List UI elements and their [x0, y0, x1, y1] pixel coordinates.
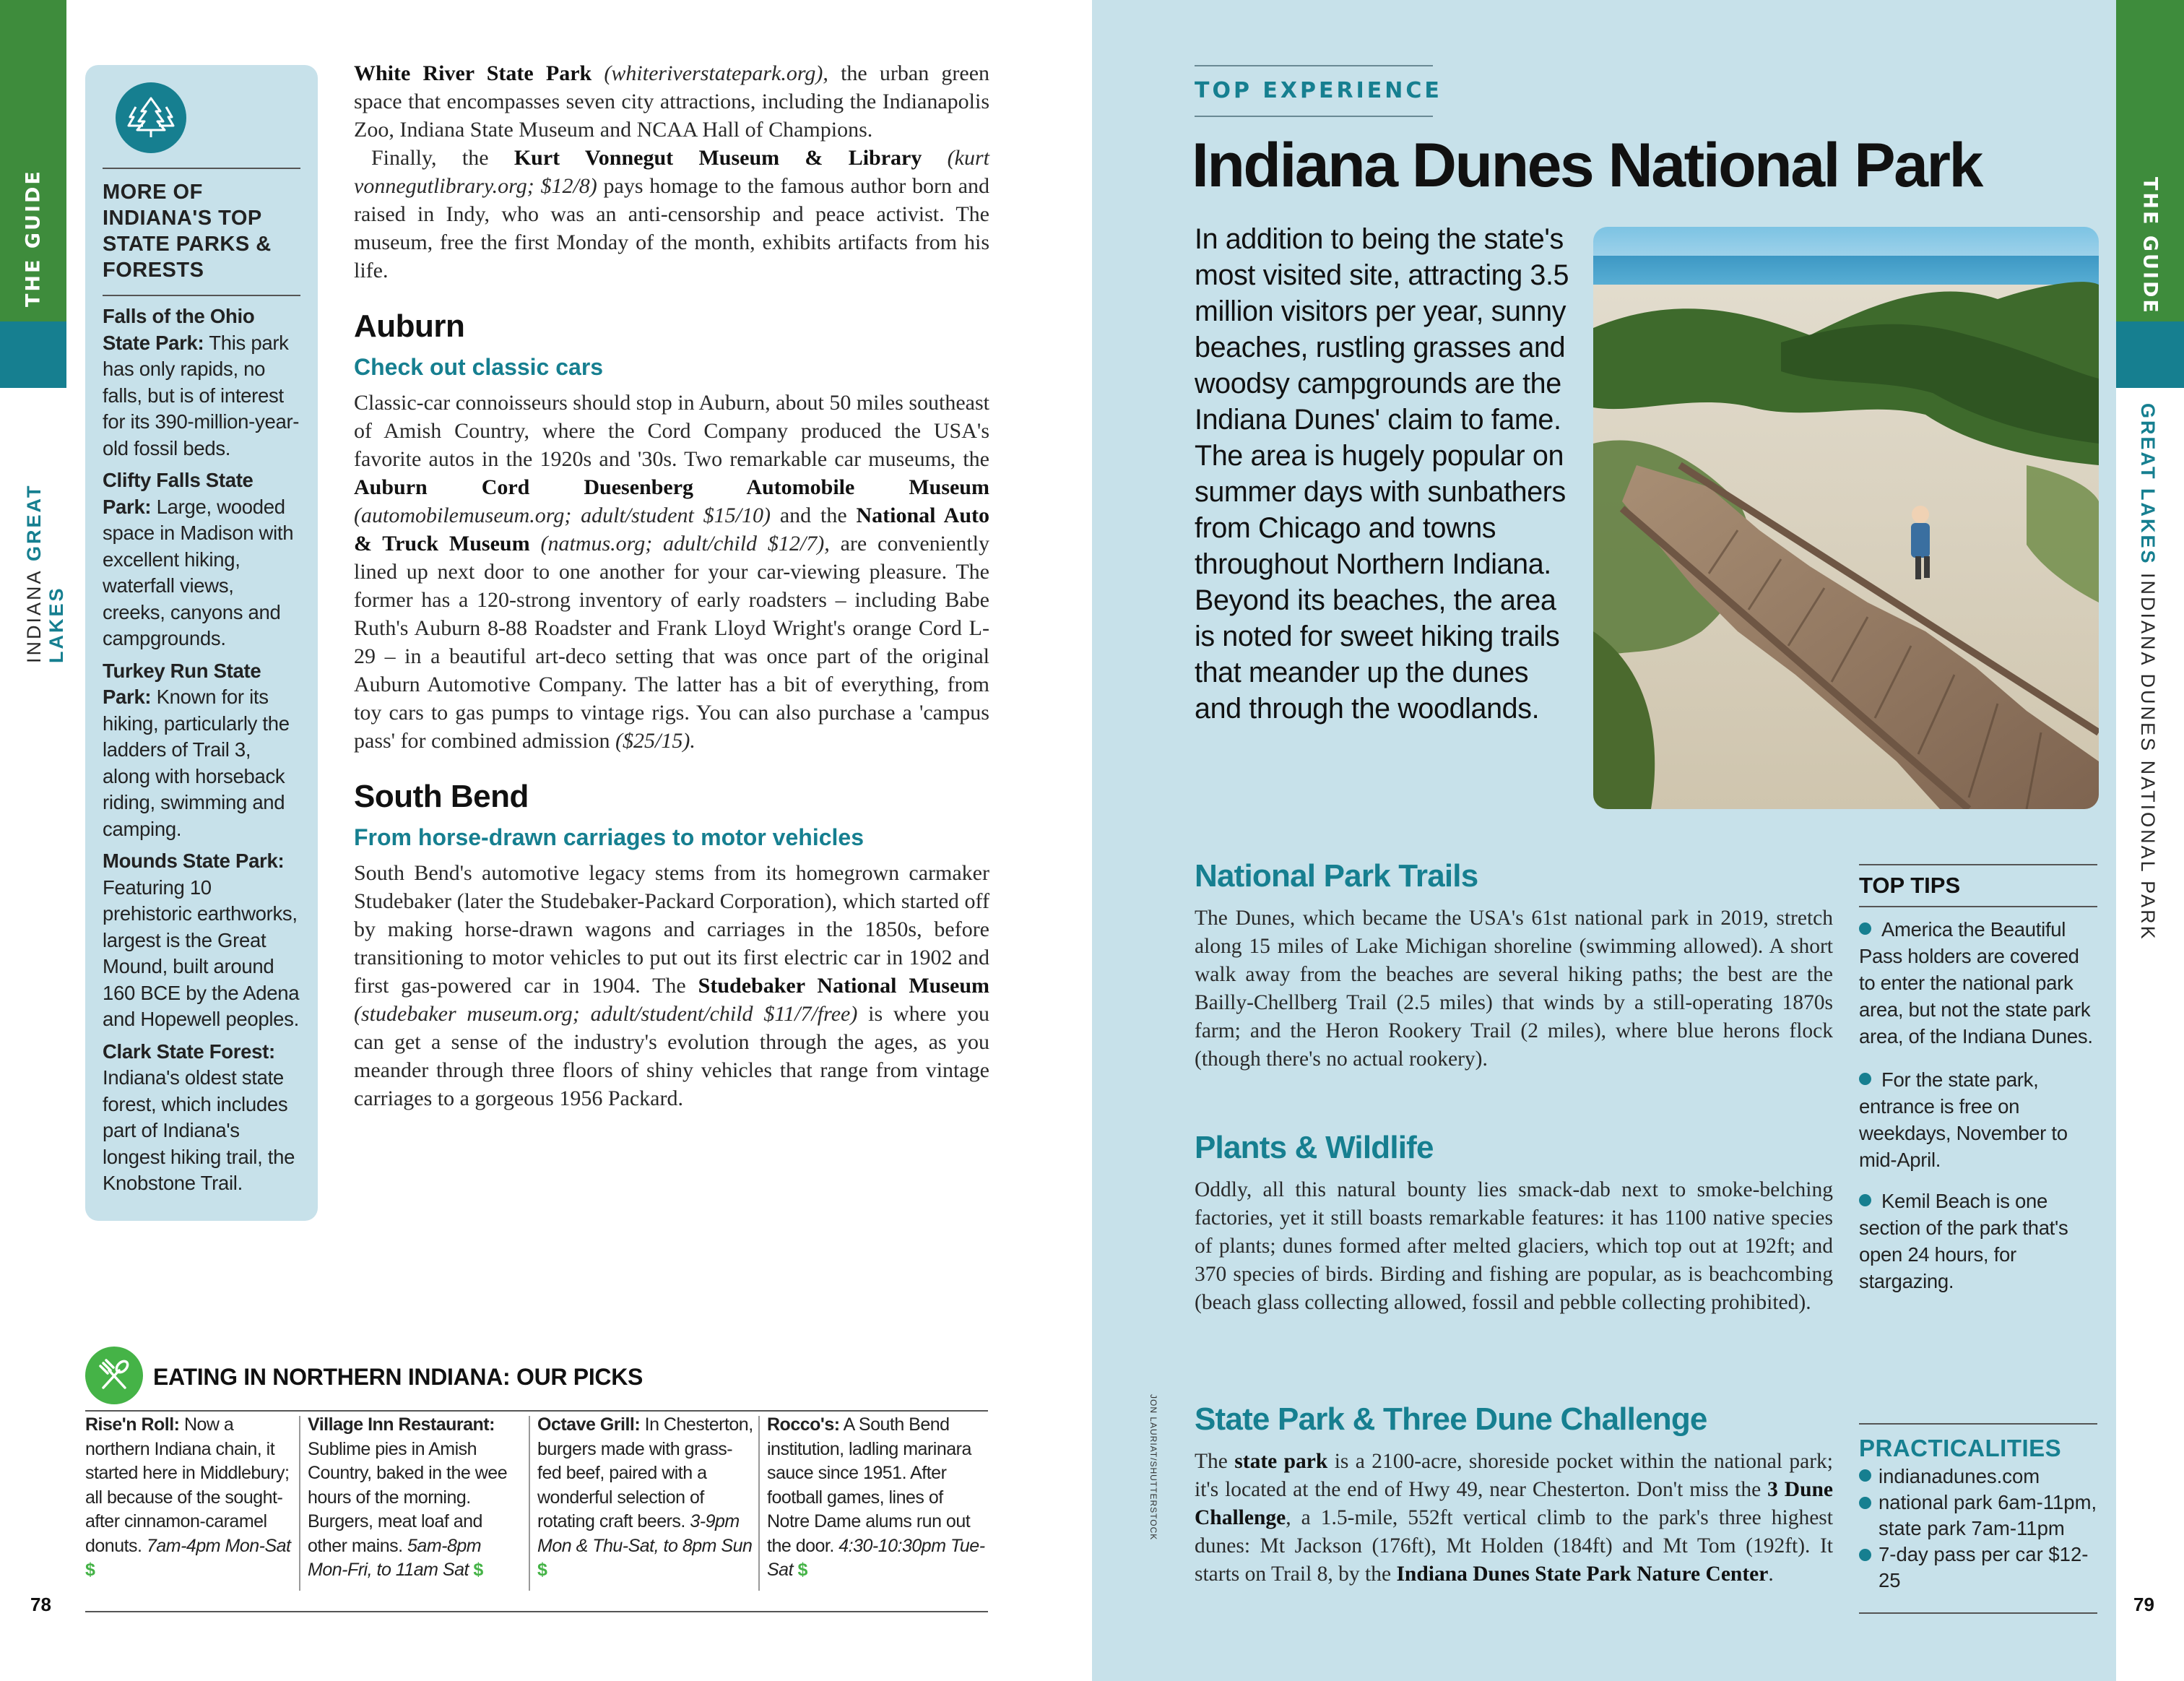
- kicker-rule-top: [1195, 65, 1433, 66]
- park-name: Clark State Forest:: [103, 1040, 275, 1063]
- left-main-column: [354, 59, 989, 1112]
- sidebar-entry: [103, 1039, 300, 1197]
- sidebar-title: MORE OF INDIANA'S TOP STATE PARKS & FORESTS: [103, 181, 272, 282]
- tips-rule-top: [1859, 864, 2097, 865]
- park-description: Known for its hiking, particularly the ladders of Trail 3, along with horseback riding, swimming and camping.: [103, 686, 290, 840]
- eating-pick: [85, 1413, 295, 1583]
- challenge-text: is a 2100-acre, shoreside pocket within the national park; it's located at the end of Hwy 49, near Chesterton. Don't miss the: [1195, 1450, 1833, 1501]
- auburn-museum-name: Auburn Cord Duesenberg Automobile Museum: [354, 475, 989, 499]
- fee-text: 7-day pass per car $12-25: [1878, 1543, 2089, 1591]
- white-river-url: (whiteriverstatepark.org),: [604, 61, 828, 85]
- restaurant-hours: 3-9pm Mon & Thu-Sat, to 8pm Sun: [537, 1511, 753, 1556]
- tip-item: [1859, 1066, 2099, 1173]
- top-tips-title: TOP TIPS: [1859, 873, 1961, 898]
- right-guide-tab: [2116, 0, 2184, 321]
- park-name: Falls of the Ohio State Park:: [103, 305, 255, 354]
- park-description: Featuring 10 prehistoric earthworks, largest is the Great Mound, built around 160 BCE by the Adena and Hopewell peoples.: [103, 876, 300, 1030]
- practicalities-title: PRACTICALITIES: [1859, 1435, 2062, 1461]
- park-description: Indiana's oldest state forest, which includes part of Indiana's longest hiking trail, the Knobstone Trail.: [103, 1066, 295, 1194]
- trails-paragraph: The Dunes, which became the USA's 61st national park in 2019, stretch along 15 miles of Lake Michigan shoreline (swimming allowed). A short walk away from the beaches are several hiking paths; the best are the Bailly-Chellberg Trail (2.5 miles) that winds by a still-operating 1870s farm; and the Heron Rookery Trail (2 miles), where blue herons flock (though there's no actual rookery).: [1195, 907, 1833, 1071]
- left-region-highlight: GREAT LAKES: [23, 483, 67, 663]
- park-name: Clifty Falls State Park:: [103, 469, 254, 518]
- bullet-icon: [1859, 1549, 1871, 1561]
- kicker-rule-bottom: [1195, 116, 1433, 117]
- restaurant-description: A South Bend institution, ladling marinara sauce since 1951. After football games, lines of Notre Dame alums run out the door.: [767, 1414, 971, 1556]
- tip-text: Kemil Beach is one section of the park that's open 24 hours, for stargazing.: [1859, 1190, 2068, 1292]
- challenge-paragraph: [1195, 1448, 1833, 1589]
- auburn-text: and the: [779, 504, 847, 527]
- right-guide-label: THE GUIDE: [2138, 176, 2162, 315]
- restaurant-description: Sublime pies in Amish Country, baked in the wee hours of the morning. Burgers, meat loaf and other mains.: [308, 1438, 508, 1556]
- price-indicator: $: [797, 1560, 807, 1580]
- park-description: This park has only rapids, no falls, but is of interest for its 390-million-year-old fossil beds.: [103, 331, 300, 459]
- vonnegut-name: Kurt Vonnegut Museum & Library: [514, 146, 922, 170]
- vonnegut-lead: Finally, the: [371, 146, 489, 170]
- restaurant-hours: 4:30-10:30pm Tue-Sat: [767, 1535, 985, 1580]
- truck-museum-info: (natmus.org; adult/child $12/7),: [540, 532, 830, 556]
- price-indicator: $: [473, 1560, 483, 1580]
- auburn-text: Classic-car connoisseurs should stop in Auburn, about 50 miles southeast of Amish Country, where the Cord Company produced the USA's favorite autos in the 1920s and '30s. Two remarkable car museums, the: [354, 391, 989, 471]
- state-parks-sidebar: [85, 65, 318, 1221]
- fork-spoon-icon: [85, 1347, 143, 1404]
- restaurant-name: Village Inn Restaurant:: [308, 1414, 495, 1435]
- sidebar-rule: [103, 168, 300, 169]
- top-experience-kicker: TOP EXPERIENCE: [1195, 78, 1442, 103]
- challenge-heading: State Park & Three Dune Challenge: [1195, 1401, 1707, 1437]
- practicalities-rule-top: [1859, 1423, 2097, 1425]
- bullet-icon: [1859, 1194, 1871, 1206]
- south-bend-text: South Bend's automotive legacy stems from its homegrown carmaker Studebaker (later the Studebaker-Packard Corporation), which started off by making horse-drawn wagons and carriages in the 1850s, before transitioning to motor vehicles to put out its first electric car in 1902 and first gas-powered car in 1904. The: [354, 861, 989, 998]
- eating-title: EATING IN NORTHERN INDIANA: OUR PICKS: [153, 1364, 644, 1390]
- tips-rule-bottom: [1859, 906, 2097, 907]
- dune-challenge-term: 3 Dune Challenge: [1195, 1478, 1833, 1529]
- campus-pass-price: ($25/15).: [615, 729, 696, 753]
- eating-divider: [529, 1416, 530, 1591]
- tip-item: [1859, 1188, 2099, 1295]
- bullet-icon: [1859, 1497, 1871, 1509]
- vonnegut-paragraph: [354, 144, 989, 285]
- studebaker-museum-info: (studebaker museum.org; adult/student/child $11/7/free): [354, 1002, 858, 1026]
- challenge-text: The: [1195, 1450, 1228, 1473]
- sidebar-entry: [103, 848, 300, 1033]
- auburn-museum-info: (automobilemuseum.org; adult/student $15/10): [354, 504, 771, 527]
- page-title: Indiana Dunes National Park: [1192, 131, 1982, 200]
- sidebar-entry: [103, 467, 300, 652]
- sidebar-rule: [103, 295, 300, 296]
- eating-rule: [85, 1410, 988, 1412]
- left-region-label: [23, 403, 68, 663]
- eating-pick: [767, 1413, 988, 1583]
- left-guide-tab: [0, 0, 66, 321]
- practicality-item: [1859, 1542, 2099, 1594]
- tip-item: [1859, 916, 2099, 1050]
- tip-text: For the state park, entrance is free on weekdays, November to mid-April.: [1859, 1068, 2068, 1171]
- vonnegut-info: (kurt vonnegutlibrary.org; $12/8): [354, 146, 989, 198]
- south-bend-paragraph: [354, 859, 989, 1112]
- practicality-item: [1859, 1490, 2099, 1542]
- eating-pick: [537, 1413, 754, 1583]
- restaurant-name: Octave Grill:: [537, 1414, 641, 1435]
- intro-paragraph: In addition to being the state's most visited site, attracting 3.5 million visitors per year, sunny beaches, rustling grasses and woodsy campgrounds are the Indiana Dunes' claim to fame. The area is hugely popular on summer days with sunbathers from Chicago and towns throughout Northern Indiana. Beyond its beaches, the area is noted for sweet hiking trails that meander up the dunes and through the woodlands.: [1195, 223, 1569, 725]
- restaurant-description: In Chesterton, burgers made with grass-fed beef, paired with a wonderful selection of rotating craft beers.: [537, 1414, 753, 1531]
- sidebar-entry: [103, 303, 300, 462]
- left-section-tab: [0, 321, 66, 388]
- vonnegut-text: pays homage to the famous author born and raised in Indy, who was an anti-censorship and peace activist. The museum, free the first Monday of the month, exhibits artifacts from his life.: [354, 174, 990, 282]
- truck-museum-name: National Auto & Truck Museum: [354, 504, 990, 556]
- hours-text: national park 6am-11pm, state park 7am-11pm: [1878, 1491, 2097, 1539]
- state-park-term: state park: [1234, 1450, 1328, 1473]
- eating-bottom-rule: [85, 1611, 988, 1612]
- practicality-item: [1859, 1464, 2099, 1490]
- right-region-suffix: INDIANA DUNES NATIONAL PARK: [2137, 573, 2159, 941]
- auburn-paragraph: [354, 389, 989, 755]
- restaurant-hours: 5am-8pm Mon-Fri, to 11am Sat: [308, 1535, 482, 1580]
- park-description: Large, wooded space in Madison with excellent hiking, waterfall views, creeks, canyons and campgrounds.: [103, 495, 294, 649]
- photo-credit: JON LAURIAT/SHUTTERSTOCK: [1148, 1394, 1158, 1541]
- eating-divider: [758, 1416, 760, 1591]
- trails-heading: National Park Trails: [1195, 858, 1478, 894]
- park-name: Mounds State Park:: [103, 850, 285, 872]
- right-region-label: [2136, 403, 2159, 952]
- challenge-text: .: [1768, 1563, 1774, 1586]
- restaurant-hours: 7am-4pm Mon-Sat: [146, 1535, 291, 1556]
- dunes-boardwalk-photo: [1593, 227, 2099, 809]
- right-region-highlight: GREAT LAKES: [2137, 403, 2159, 566]
- right-section-tab: [2116, 321, 2184, 388]
- page-number-right: 79: [2133, 1594, 2154, 1615]
- auburn-text: are conveniently lined up next door to one another for your car-viewing pleasure. The former has a 120-strong inventory of early roadsters – including Babe Ruth's Auburn 8-88 Roadster and Frank Lloyd Wright's orange Cord L-29 – in a beautiful art-deco setting that was once part of the original Auburn Automotive Company. The latter has a bit of everything, from toy cars to gas pumps to vintage rigs. You can also purchase a 'campus pass' for combined admission: [354, 532, 990, 753]
- white-river-paragraph: [354, 59, 989, 144]
- trees-icon: [116, 82, 186, 153]
- restaurant-description: Now a northern Indiana chain, it started here in Middlebury; all because of the sought-after cinnamon-caramel donuts.: [85, 1414, 290, 1556]
- eating-pick: [308, 1413, 524, 1583]
- wildlife-heading: Plants & Wildlife: [1195, 1130, 1434, 1165]
- restaurant-name: Rocco's:: [767, 1414, 840, 1435]
- challenge-text: , a 1.5-mile, 552ft vertical climb to the park's three highest dunes: Mt Jackson (176ft), Mt Holden (184ft) and Mt Tom (192ft). It starts on Trail 8, by the: [1195, 1506, 1833, 1586]
- bullet-icon: [1859, 1073, 1871, 1085]
- south-bend-subheading: From horse-drawn carriages to motor vehicles: [354, 824, 864, 850]
- nature-center-term: Indiana Dunes State Park Nature Center: [1396, 1563, 1769, 1586]
- practicalities-list: [1859, 1464, 2099, 1594]
- auburn-heading: Auburn: [354, 308, 465, 344]
- white-river-name: White River State Park: [354, 61, 592, 85]
- sidebar-entry: [103, 658, 300, 843]
- website-text: indianadunes.com: [1878, 1465, 2040, 1487]
- left-guide-label: THE GUIDE: [22, 169, 45, 308]
- wildlife-paragraph: Oddly, all this natural bounty lies smack-dab next to smoke-belching factories, yet it still boasts remarkable features: it has 1100 native species of plants; dunes formed after melted glaciers, which top out at 192ft; and 370 species of birds. Birding and fishing are popular, as is beachcombing (beach glass collecting allowed, fossil and pebble collecting prohibited).: [1195, 1178, 1833, 1314]
- eating-divider: [299, 1416, 300, 1591]
- south-bend-text: is where you can get a sense of the industry's evolution through the ages, as you meander through three floors of shiny vehicles that range from vintage carriages to a gorgeous 1956 Packard.: [354, 1002, 990, 1110]
- page-number-left: 78: [30, 1594, 51, 1615]
- tip-text: America the Beautiful Pass holders are covered to enter the national park area, but not the state park area, of the Indiana Dunes.: [1859, 918, 2093, 1047]
- price-indicator: $: [537, 1560, 547, 1580]
- restaurant-name: Rise'n Roll:: [85, 1414, 180, 1435]
- park-name: Turkey Run State Park:: [103, 659, 261, 708]
- south-bend-heading: South Bend: [354, 779, 529, 814]
- practicalities-rule-bottom: [1859, 1612, 2097, 1614]
- bullet-icon: [1859, 1469, 1871, 1482]
- bullet-icon: [1859, 922, 1871, 935]
- auburn-subheading: Check out classic cars: [354, 354, 604, 380]
- price-indicator: $: [85, 1560, 95, 1580]
- left-region-prefix: INDIANA: [23, 569, 45, 663]
- white-river-text: the urban green space that encompasses seven city attractions, including the Indianapolis Zoo, Indiana State Museum and NCAA Hall of Champions.: [354, 61, 990, 142]
- studebaker-museum-name: Studebaker National Museum: [698, 974, 989, 998]
